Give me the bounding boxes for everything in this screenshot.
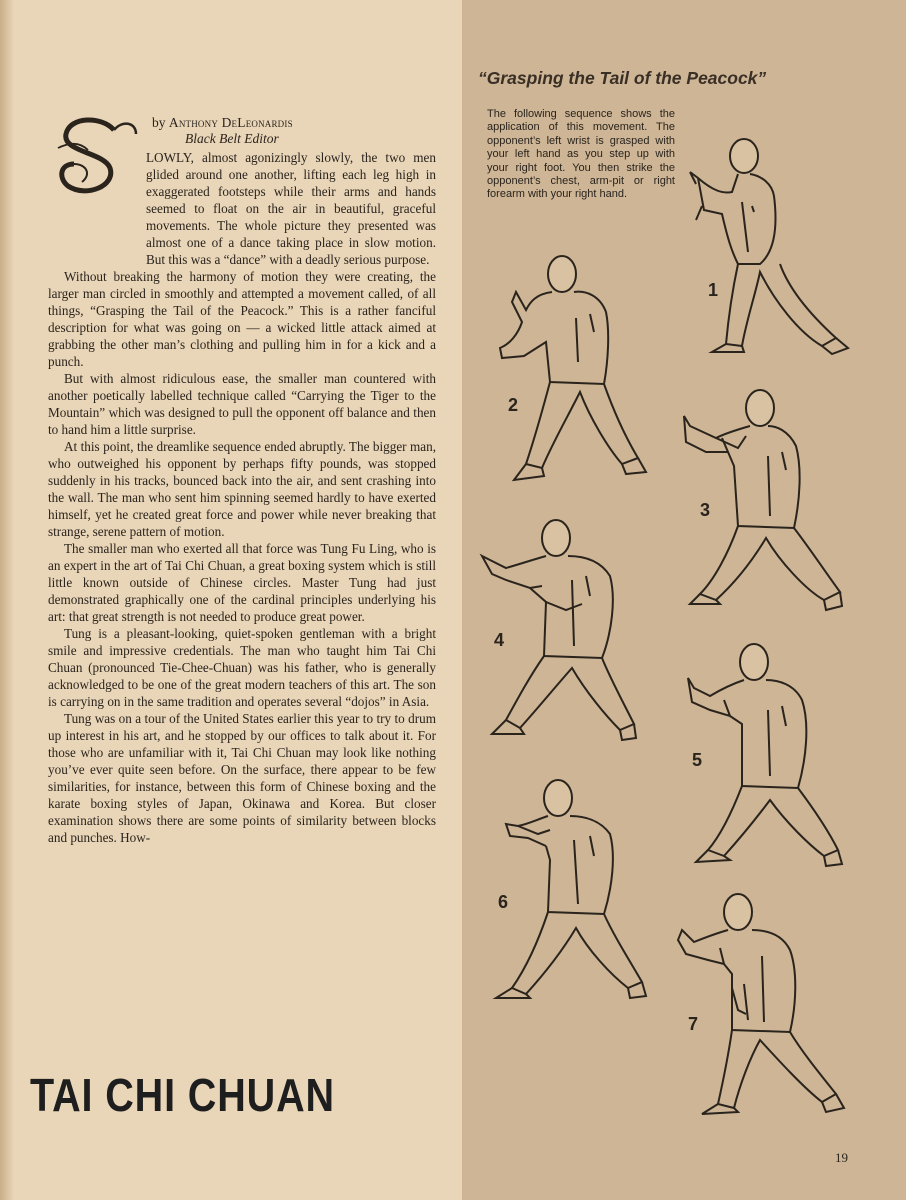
figure-number: 5 <box>692 750 703 770</box>
figure-5-illustration <box>682 640 852 880</box>
sequence-caption: The following sequence shows the application of this movement. The opponent’s left wrist is grasped with your left hand as you step up with your right foot. You then strike the opponent’s chest, arm-pit or right forearm with your right hand. <box>487 108 675 201</box>
byline-prefix: by <box>152 115 166 130</box>
svg-text:S: S <box>92 160 93 161</box>
article-paragraph: Tung is a pleasant-looking, quiet-spoken gentleman with a bright smile and impressive credentials. The man who taught him Tai Chi Chuan (pronounced Tie-Chee-Chuan) was his father, who is generally acknowledged to be one of the great modern teachers of this art. The son is carrying on in the same tradition and operates several “dojos” in Asia. <box>48 626 436 709</box>
figure-1-illustration <box>682 132 852 367</box>
byline <box>152 115 293 131</box>
author-name: Anthony DeLeonardis <box>168 115 293 130</box>
figure-7-illustration <box>672 890 852 1130</box>
article-paragraph: Tung was on a tour of the United States earlier this year to try to drum up interest in his art, and he stopped by our offices to talk about it. For those who are unfamiliar with it, Tai Chi Chuan may look like nothing you’ve ever quite seen before. On the surface, there appear to be few similarities, for instance, between this form of Chinese boxing and the karate boxing styles of Japan, Okinawa and Korea. But closer examination shows there are some points of similarity between blocks and punches. How- <box>48 711 436 845</box>
figure-6-illustration <box>488 776 652 1012</box>
figure-number: 2 <box>508 395 519 415</box>
article-paragraph: The smaller man who exerted all that force was Tung Fu Ling, who is an expert in the art of Tai Chi Chuan, a great boxing system which is still little known outside of Chinese circles. Master Tung had just demonstrated graphically one of the cardinal principles underlying his art: that great strength is not needed to produce great power. <box>48 541 436 624</box>
figure-2-illustration <box>490 252 650 492</box>
sequence-title: “Grasping the Tail of the Peacock” <box>478 68 767 88</box>
figure-number: 1 <box>708 280 719 300</box>
article-paragraph: But with almost ridiculous ease, the smaller man countered with another poetically labelled technique called “Carrying the Tiger to the Mountain” which was designed to pull the opponent off balance and then to hand him a little surprise. <box>48 371 436 437</box>
article-headline: TAI CHI CHUAN <box>30 1069 335 1121</box>
page-number: 19 <box>835 1150 848 1165</box>
figure-number: 3 <box>700 500 711 520</box>
figure-number: 7 <box>688 1014 699 1034</box>
article-paragraph: Without breaking the harmony of motion they were creating, the larger man circled in smoothly and attempted a movement called, of all things, “Grasping the Tail of the Peacock.” This is a rather fanciful description for what was going on — a wicked little attack aimed at grabbing the other man’s clothing and pulling him in for a kick and a punch. <box>48 269 436 369</box>
article-paragraph: LOWLY, almost agonizingly slowly, the two men glided around one another, lifting each leg high in exaggerated footsteps while their arms and hands seemed to float on the air in beautiful, graceful movements. The whole picture they presented was almost one of a dance taking place in slow motion. But this was a “dance” with a deadly serious purpose. <box>146 150 436 267</box>
article-body <box>48 149 436 846</box>
article-paragraph: At this point, the dreamlike sequence ended abruptly. The bigger man, who outweighed his opponent by perhaps fifty pounds, was stopped suddenly in his tracks, bounced back into the air, and sent crashing into the wall. The man who sent him spinning seemed hardly to have exerted himself, yet he created great force and power while never breaking that strange, serene pattern of motion. <box>48 439 436 539</box>
figure-number: 4 <box>494 630 505 650</box>
author-title: Black Belt Editor <box>185 131 279 146</box>
figure-number: 6 <box>498 892 509 912</box>
